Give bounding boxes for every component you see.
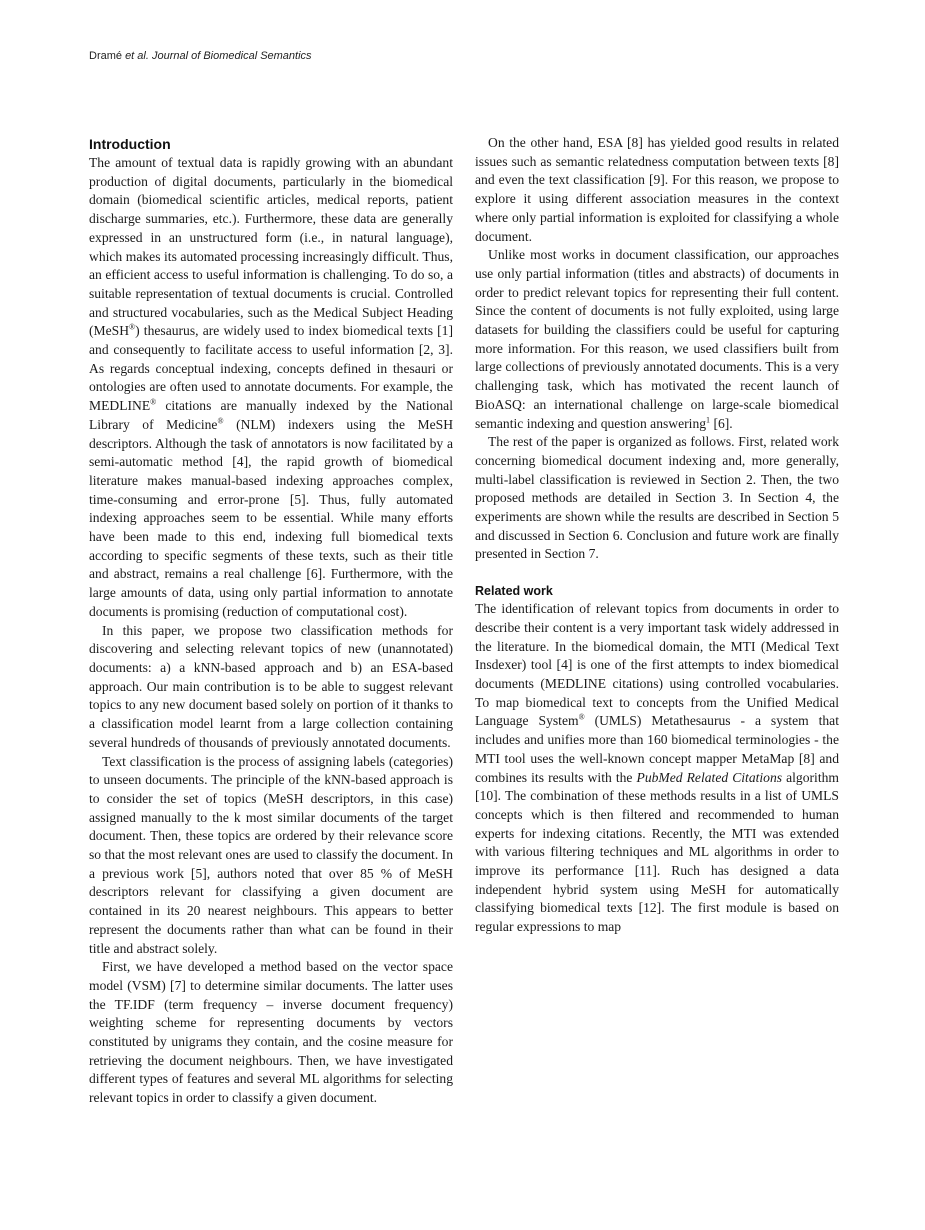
intro-p1-text-d: (NLM) indexers using the MeSH descriptors. Although the task of annotators is now facilitated by a semi-automatic method [4], the rapid growth of biomedical literature makes manual-based indexing approaches complex, time-consuming and error-prone [5]. Thus, fully automated indexing approaches seem to be essential. While many efforts have been made to this end, indexing full biomedical texts according to specific segments of these texts, such as their title and abstract, remains a real challenge [6]. Furthermore, with the large amounts of data, using only partial information to annotate documents is promising (reduction of computational cost). (89, 416, 454, 619)
intro-paragraph-3: Text classification is the process of assigning labels (categories) to unseen documents. The principle of the kNN-based approach is to consider the set of topics (MeSH descriptors, in this case) assigned manually to the k most similar documents of the target document. Then, these topics are ordered by their relevance score so that the most relevant ones are used to classify the document. In a previous work [5], authors noted that over 85 % of MeSH descriptors relevant for classifying a given document are contained in its 20 nearest neighbours. This appears to better represent the documents rather than what can be found in their title and abstract solely. (89, 753, 453, 956)
registered-mark: ® (578, 712, 585, 722)
related-p1-text-a: The identification of relevant topics from documents in order to describe their content is a very important task widely addressed in the literature. In the biomedical domain, the MTI (Medical Text Insdexer) tool [4] is one of the first attempts to index biomedical documents (MEDLINE citations) using controlled vocabularies. To map biomedical text to concepts from the Unified Medical Language System (475, 601, 839, 729)
registered-mark: ® (129, 322, 136, 332)
running-head (89, 50, 312, 62)
intro-p1-text-c: citations are manually indexed by the National Library of Medicine (89, 398, 453, 432)
right-column (475, 134, 839, 937)
related-work-heading: Related work (475, 584, 553, 599)
intro-paragraph-7: The rest of the paper is organized as follows. First, related work concerning biomedical document indexing and, more generally, multi-label classification is reviewed in Section 2. Then, the two proposed methods are detailed in Section 3. In Section 4, the experiments are shown while the results are described in Section 5 and discussed in Section 6. Conclusion and future work are finally presented in Section 7. (475, 434, 839, 562)
intro-paragraph-4: First, we have developed a method based on the vector space model (VSM) [7] to determine similar documents. The latter uses the TF.IDF (term frequency – inverse document frequency) weighting scheme for representing documents by vectors constituted by unigrams they contain, and the cosine measure for retrieving the document neighbours. Then, we have investigated different types of features and several ML algorithms for selecting relevant topics in order to classify a given document. (89, 959, 453, 1106)
related-p1-text-c: algorithm [10]. The combination of these methods results in a list of UMLS concepts which is then filtered and recommended to human experts for indexing citations. Recently, the MTI was extended with various filtering techniques and ML algorithms in order to improve its performance [11]. Ruch has designed a data independent hybrid system using MeSH for automatically classifying biomedical texts [12]. The first module is based on regular expressions to map (475, 769, 839, 935)
related-p1-text-b: (UMLS) Metathesaurus - a system that includes and unifies more than 160 biomedical terminologies - the MTI tool uses the well-known concept mapper MetaMap [8] and combines its results with the (475, 713, 839, 785)
intro-paragraph-6 (475, 246, 839, 433)
registered-mark: ® (217, 416, 224, 426)
running-head-author: Dramé (89, 50, 126, 62)
related-paragraph-1 (475, 600, 839, 937)
footnote-marker: 1 (706, 415, 711, 425)
related-p1-emphasis: PubMed Related Citations (636, 769, 783, 785)
intro-paragraph-5: On the other hand, ESA [8] has yielded good results in related issues such as semantic relatedness computation between texts [8] and even the text classification [9]. For this reason, we propose to explore it using different association measures in the context where only partial information is exploited for classifying a whole document. (475, 135, 839, 244)
intro-p1-text-b: ) thesaurus, are widely used to index biomedical texts [1] and consequently to facilitate access to useful information [2, 3]. As regards conceptual indexing, concepts defined in thesauri or ontologies are often used to annotate documents. For example, the MEDLINE (89, 323, 453, 414)
intro-paragraph-1 (89, 154, 453, 622)
intro-p6-text-b: [6]. (710, 415, 733, 431)
registered-mark: ® (150, 397, 157, 407)
introduction-heading: Introduction (89, 136, 171, 152)
intro-paragraph-2: In this paper, we propose two classification methods for discovering and selecting relevant topics of new (unannotated) documents: a) a kNN-based approach and b) an ESA-based approach. Our main contribution is to be able to suggest relevant topics to any new document based solely on portion of it thanks to a classification model learnt from a large collection containing several hundreds of thousands of previously annotated documents. (89, 622, 453, 750)
running-head-journal: et al. Journal of Biomedical Semantics (125, 50, 312, 62)
intro-p1-text-a: The amount of textual data is rapidly growing with an abundant production of digital documents, particularly in the biomedical domain (biomedical scientific articles, medical reports, patient discharge summaries, etc.). Furthermore, these data are generally expressed in an unstructured form (i.e., in natural language), which makes its automated processing increasingly difficult. Thus, an efficient access to useful information is challenging. To do so, a suitable representation of textual documents is crucial. Controlled and structured vocabularies, such as the Medical Subject Heading (MeSH (89, 155, 453, 339)
left-column (89, 134, 453, 1108)
intro-p6-text-a: Unlike most works in document classification, our approaches use only partial information (titles and abstracts) of documents in order to predict relevant topics for representing their full content. Since the content of documents is not fully exploited, using large datasets for building the classifiers could be useful for capturing more information. For this reason, we used classifiers built from large collections of previously annotated documents. This is a very challenging task, which has motivated the recent launch of BioASQ: an international challenge on large-scale biomedical semantic indexing and question answering (475, 247, 839, 431)
